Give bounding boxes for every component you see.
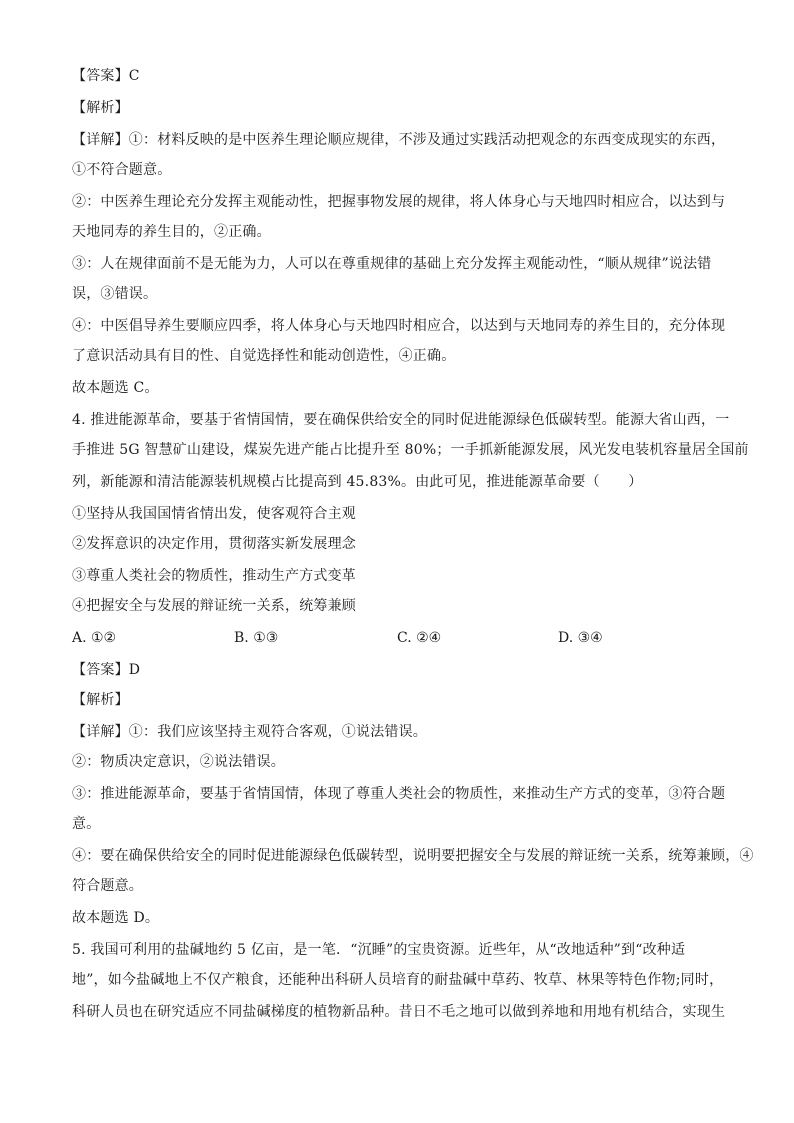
q4-detail-line: 意。 [72, 816, 101, 832]
q3-detail-line: 天地同寿的养生目的，②正确。 [72, 224, 271, 240]
q4-stem-line: 4. 推进能源革命，要基于省情国情，要在确保供给安全的同时促进能源绿色低碳转型。能源大省山西，一 [72, 412, 730, 428]
q4-option-c: C. ②④ [397, 630, 442, 646]
q3-detail-line: ④：中医倡导养生要顺应四季，将人体身心与天地四时相应合，以达到与天地同寿的养生目的，充分体现 [72, 318, 726, 334]
q3-conclusion: 故本题选 C。 [72, 380, 159, 396]
q5-stem-line: 科研人员也在研究适应不同盐碱梯度的植物新品种。昔日不毛之地可以做到养地和用地有机结合，实现生 [72, 1004, 726, 1020]
q4-option-d: D. ③④ [558, 630, 603, 646]
q4-statement: ①坚持从我国国情省情出发，使客观符合主观 [72, 506, 356, 522]
q5-stem-line: 地”，如今盐碱地上不仅产粮食，还能种出科研人员培育的耐盐碱中草药、牧草、林果等特色作物;同时， [72, 972, 724, 988]
q3-analysis-label: 【解析】 [72, 100, 129, 116]
q4-detail-line: 符合题意。 [72, 878, 143, 894]
q4-conclusion: 故本题选 D。 [72, 910, 160, 926]
q4-statement: ③尊重人类社会的物质性，推动生产方式变革 [72, 568, 356, 584]
q4-statement: ④把握安全与发展的辩证统一关系，统筹兼顾 [72, 598, 356, 614]
q3-detail-line: ②：中医养生理论充分发挥主观能动性，把握事物发展的规律，将人体身心与天地四时相应合，以达到与 [72, 194, 726, 210]
q3-answer: 【答案】C [72, 68, 140, 84]
q4-answer: 【答案】D [72, 662, 141, 678]
q4-stem-line: 列，新能源和清洁能源装机规模占比提高到 45.83%。由此可见，推进能源革命要（ ） [72, 474, 643, 490]
q4-options [72, 628, 752, 648]
q4-detail-line: ②：物质决定意识，②说法错误。 [72, 754, 285, 770]
q5-stem-line: 5. 我国可利用的盐碱地约 5 亿亩，是一笔．“沉睡”的宝贵资源。近些年，从“改地适种”到“改种适 [72, 942, 686, 958]
q4-stem-line: 手推进 5G 智慧矿山建设，煤炭先进产能占比提升至 80%；一手抓新能源发展，风光发电装机容量居全国前 [72, 442, 749, 458]
q4-detail-line: 【详解】①：我们应该坚持主观符合客观，①说法错误。 [72, 724, 427, 740]
q3-detail-line: 了意识活动具有目的性、自觉选择性和能动创造性，④正确。 [72, 348, 456, 364]
q4-option-a: A. ①② [72, 630, 117, 646]
q4-statement: ②发挥意识的决定作用，贯彻落实新发展理念 [72, 536, 356, 552]
q4-detail-line: ④：要在确保供给安全的同时促进能源绿色低碳转型，说明要把握安全与发展的辩证统一关系，统筹兼顾，④ [72, 848, 754, 864]
q4-analysis-label: 【解析】 [72, 692, 129, 708]
q3-detail-line: 【详解】①：材料反映的是中医养生理论顺应规律，不涉及通过实践活动把观念的东西变成现实的东西， [72, 132, 726, 148]
q4-option-b: B. ①③ [234, 630, 279, 646]
q4-detail-line: ③：推进能源革命，要基于省情国情，体现了尊重人类社会的物质性，来推动生产方式的变革，③符合题 [72, 786, 726, 802]
q3-detail-line: ③：人在规律面前不是无能为力，人可以在尊重规律的基础上充分发挥主观能动性，“顺从规律”说法错 [72, 256, 712, 272]
q3-detail-line: 误，③错误。 [72, 286, 158, 302]
q3-detail-line: ①不符合题意。 [72, 162, 172, 178]
